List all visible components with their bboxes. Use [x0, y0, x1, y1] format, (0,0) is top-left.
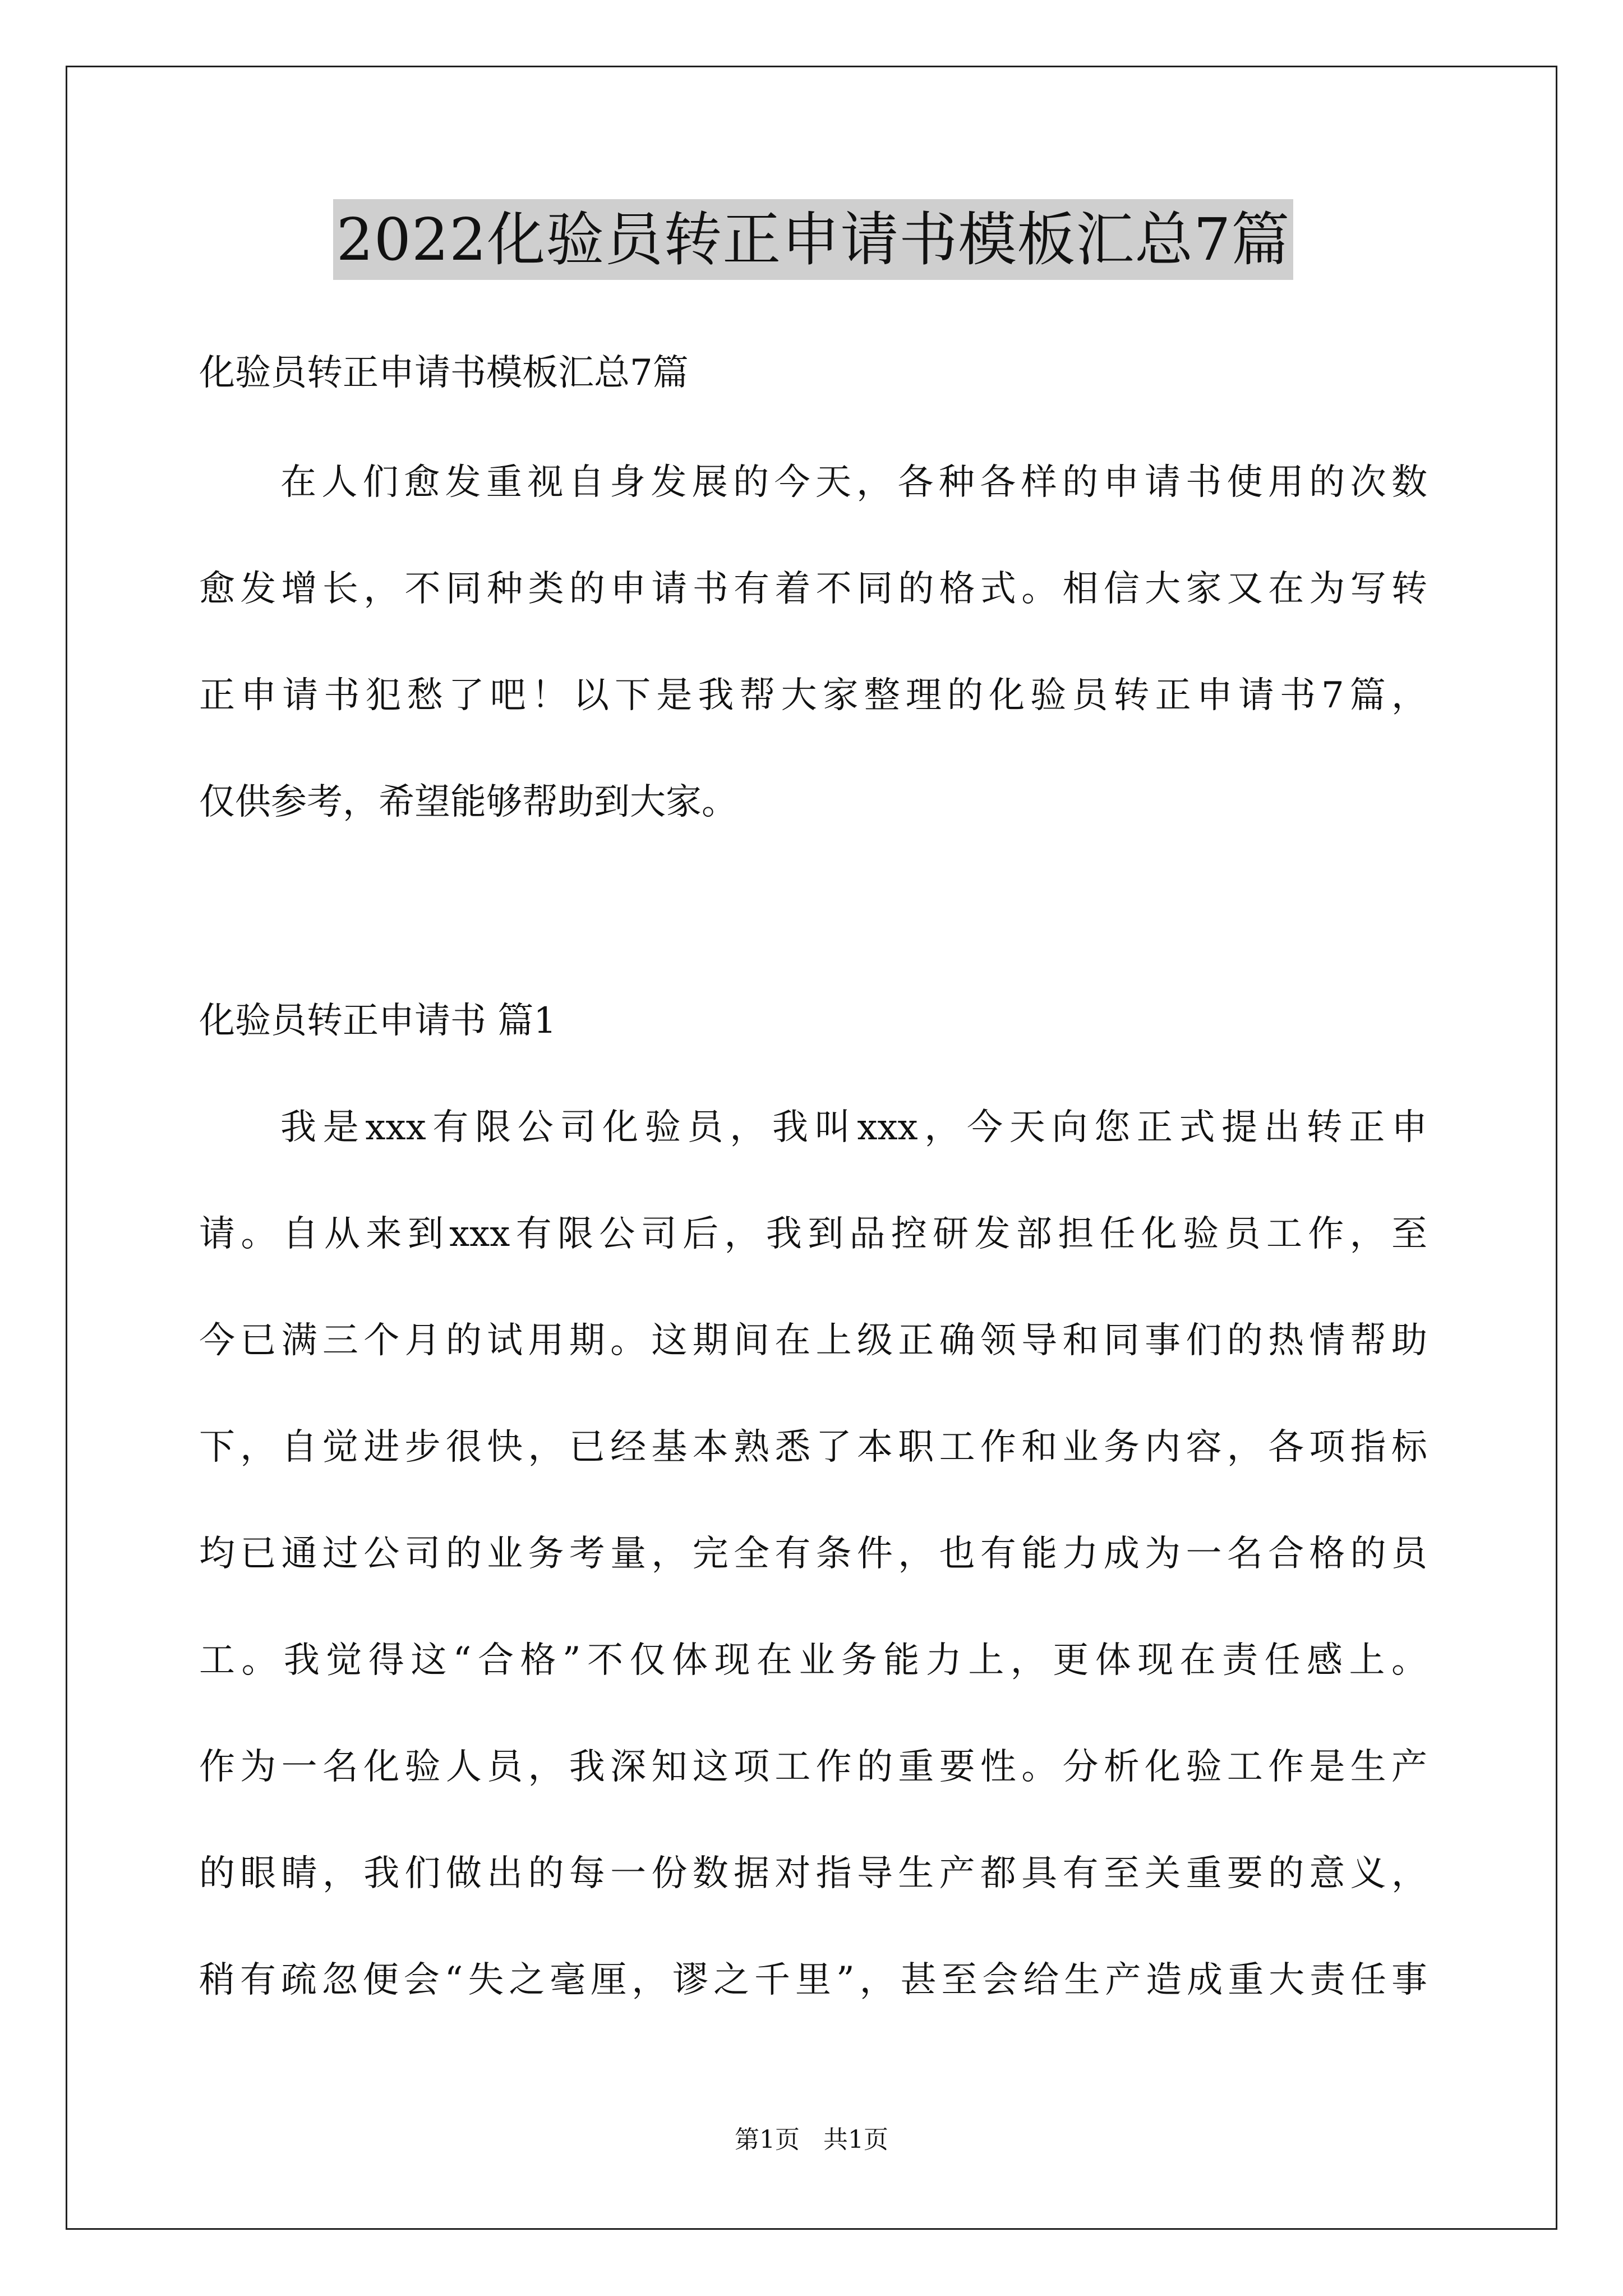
- body-paragraph-line: 的眼睛，我们做出的每一份数据对指导生产都具有至关重要的意义，: [199, 1853, 1427, 1894]
- intro-paragraph-line: 正申请书犯愁了吧！以下是我帮大家整理的化验员转正申请书7篇，: [199, 675, 1427, 716]
- body-paragraph-line: 请。自从来到xxx有限公司后，我到品控研发部担任化验员工作，至: [199, 1213, 1427, 1255]
- page-footer: 第1页 共1页: [735, 2125, 888, 2154]
- body-paragraph-line: 作为一名化验人员，我深知这项工作的重要性。分析化验工作是生产: [199, 1746, 1427, 1788]
- body-paragraph-line: 工。我觉得这“合格”不仅体现在业务能力上，更体现在责任感上。: [199, 1640, 1427, 1681]
- intro-paragraph-line: 仅供参考，希望能够帮助到大家。: [199, 781, 737, 823]
- body-paragraph-line: 我是xxx有限公司化验员，我叫xxx，今天向您正式提出转正申: [280, 1107, 1427, 1148]
- document-title: 2022化验员转正申请书模板汇总7篇: [333, 199, 1294, 280]
- intro-paragraph-line: 在人们愈发重视自身发展的今天，各种各样的申请书使用的次数: [280, 462, 1427, 503]
- body-paragraph-line: 下，自觉进步很快，已经基本熟悉了本职工作和业务内容，各项指标: [199, 1427, 1427, 1468]
- section-heading: 化验员转正申请书 篇1: [199, 1000, 557, 1042]
- document-subtitle: 化验员转正申请书模板汇总7篇: [199, 352, 689, 394]
- body-paragraph-line: 均已通过公司的业务考量，完全有条件，也有能力成为一名合格的员: [199, 1533, 1427, 1575]
- intro-paragraph-line: 愈发增长，不同种类的申请书有着不同的格式。相信大家又在为写转: [199, 568, 1427, 610]
- body-paragraph-line: 稍有疏忽便会“失之毫厘，谬之千里”，甚至会给生产造成重大责任事: [199, 1959, 1427, 2001]
- title-container: [199, 199, 1427, 280]
- body-paragraph-line: 今已满三个月的试用期。这期间在上级正确领导和同事们的热情帮助: [199, 1320, 1427, 1361]
